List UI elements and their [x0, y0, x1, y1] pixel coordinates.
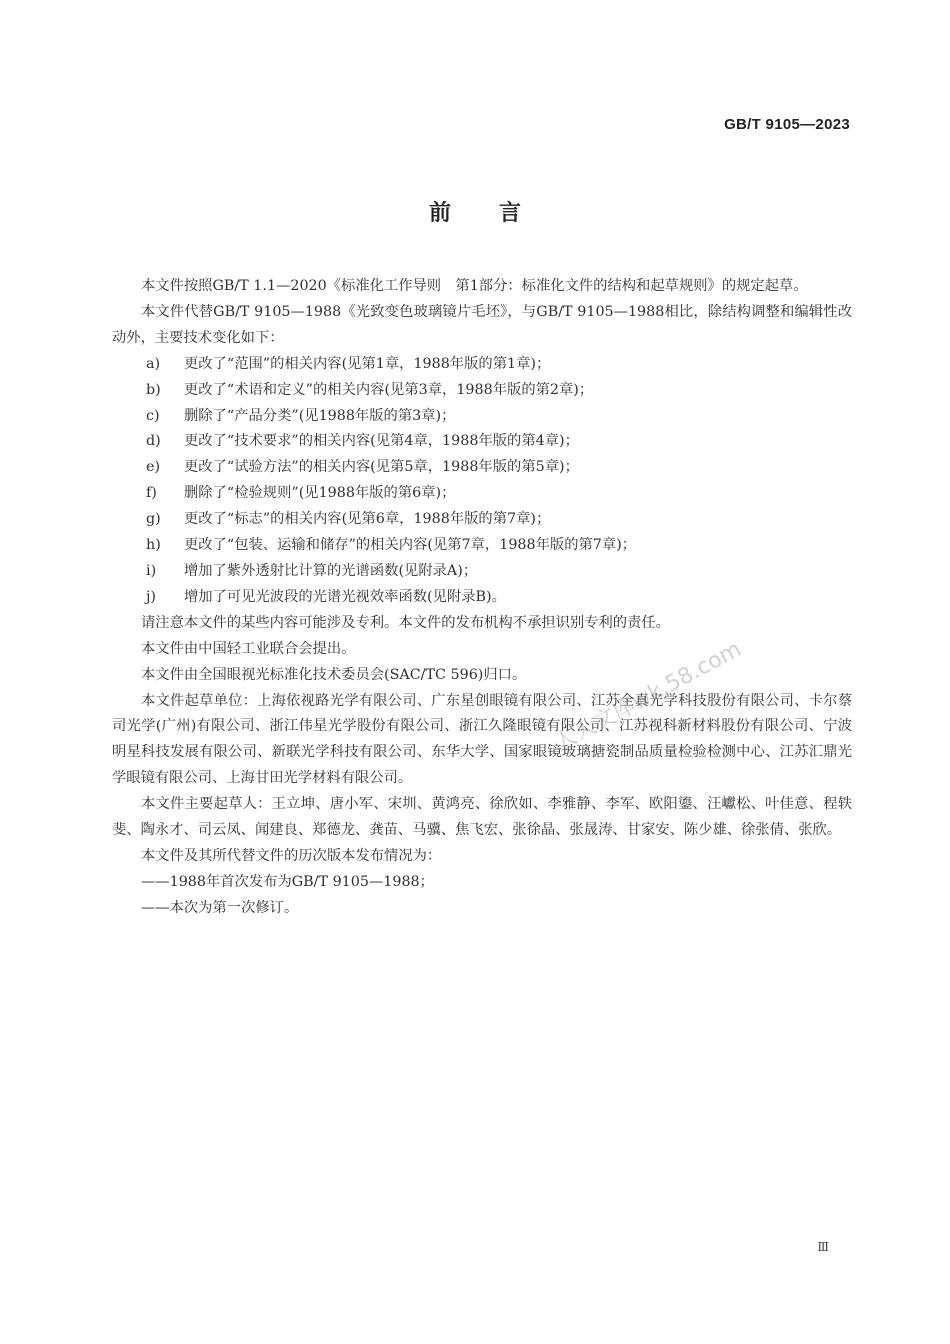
list-item-label: g): [146, 511, 161, 528]
list-item-label: a): [146, 355, 161, 372]
list-item-text: 增加了紫外透射比计算的光谱函数(见附录A)；: [184, 562, 478, 579]
paragraph-drafting-units: 本文件起草单位：上海依视路光学有限公司、广东星创眼镜有限公司、江苏全真光学科技股份有限公司、卡尔蔡司光学(广州)有限公司、浙江伟星光学股份有限公司、浙江久隆眼镜有限公司、江苏视科新材料股份有限公司、宁波明星科技发展有限公司、新联光学科技有限公司、东华大学、国家眼镜玻璃搪瓷制品质量检验检测中心、江苏汇鼎光学眼镜有限公司、上海甘田光学材料有限公司。: [112, 692, 852, 787]
paragraph-drafters: 本文件主要起草人：王立坤、唐小军、宋圳、黄鸿亮、徐欣如、李雅静、李军、欧阳鎏、汪巘松、叶佳意、程轶斐、陶永才、司云凤、闻建良、郑德龙、龚苗、马骥、焦飞宏、张徐晶、张晟涛、甘家安、陈少雄、徐张倩、张欣。: [112, 796, 852, 839]
list-item-label: c): [146, 407, 160, 424]
standard-number: GB/T 9105—2023: [724, 116, 850, 133]
paragraph-committee: 本文件由全国眼视光标准化技术委员会(SAC/TC 596)归口。: [141, 666, 527, 683]
paragraph-patent-notice: 请注意本文件的某些内容可能涉及专利。本文件的发布机构不承担识别专利的责任。: [141, 614, 670, 631]
list-item: [112, 352, 852, 378]
list-item: [112, 533, 852, 559]
list-item-text: 删除了“产品分类”(见1988年版的第3章)；: [184, 407, 456, 424]
list-item-label: h): [146, 537, 161, 554]
list-item-text: 更改了“标志”的相关内容(见第6章，1988年版的第7章)；: [184, 511, 551, 528]
list-item: [112, 481, 852, 507]
changes-list: [112, 352, 852, 611]
list-item-label: f): [146, 485, 157, 502]
list-item: [112, 559, 852, 585]
list-item-label: i): [146, 562, 157, 579]
paragraph-history-intro: 本文件及其所代替文件的历次版本发布情况为：: [141, 847, 442, 864]
list-item: [112, 378, 852, 404]
list-item: [112, 429, 852, 455]
list-item-label: b): [146, 381, 161, 398]
list-item-label: j): [146, 588, 157, 605]
list-item-text: 删除了“检验规则”(见1988年版的第6章)；: [184, 485, 456, 502]
list-item: [112, 404, 852, 430]
list-item-text: 更改了“试验方法”的相关内容(见第5章，1988年版的第5章)；: [184, 459, 579, 476]
history-item: ——本次为第一次修订。: [141, 899, 299, 916]
list-item: [112, 585, 852, 611]
page-number: Ⅲ: [817, 1240, 830, 1254]
list-item-label: e): [146, 459, 161, 476]
list-item-text: 更改了“包装、运输和储存”的相关内容(见第7章，1988年版的第7章)；: [184, 537, 637, 554]
list-item-label: d): [146, 433, 161, 450]
watermark: 人人文库wk.58.com: [550, 636, 746, 757]
paragraph-drafting-rules: 本文件按照GB/T 1.1—2020《标准化工作导则 第1部分：标准化文件的结构和起草规则》的规定起草。: [141, 278, 808, 294]
list-item: [112, 507, 852, 533]
list-item: [112, 455, 852, 481]
history-item: ——1988年首次发布为GB/T 9105—1988；: [141, 873, 434, 890]
foreword-body: [112, 274, 852, 922]
list-item-text: 更改了“技术要求”的相关内容(见第4章，1988年版的第4章)；: [184, 433, 579, 450]
paragraph-proposer: 本文件由中国轻工业联合会提出。: [141, 640, 356, 657]
list-item-text: 增加了可见光波段的光谱光视效率函数(见附录B)。: [184, 588, 506, 605]
page-title: 前言: [428, 201, 569, 226]
list-item-text: 更改了“范围”的相关内容(见第1章，1988年版的第1章)；: [184, 355, 551, 372]
list-item-text: 更改了“术语和定义”的相关内容(见第3章，1988年版的第2章)；: [184, 381, 594, 398]
paragraph-replacement: 本文件代替GB/T 9105—1988《光致变色玻璃镜片毛坯》，与GB/T 9105—1988相比，除结构调整和编辑性改动外，主要技术变化如下：: [112, 303, 852, 346]
